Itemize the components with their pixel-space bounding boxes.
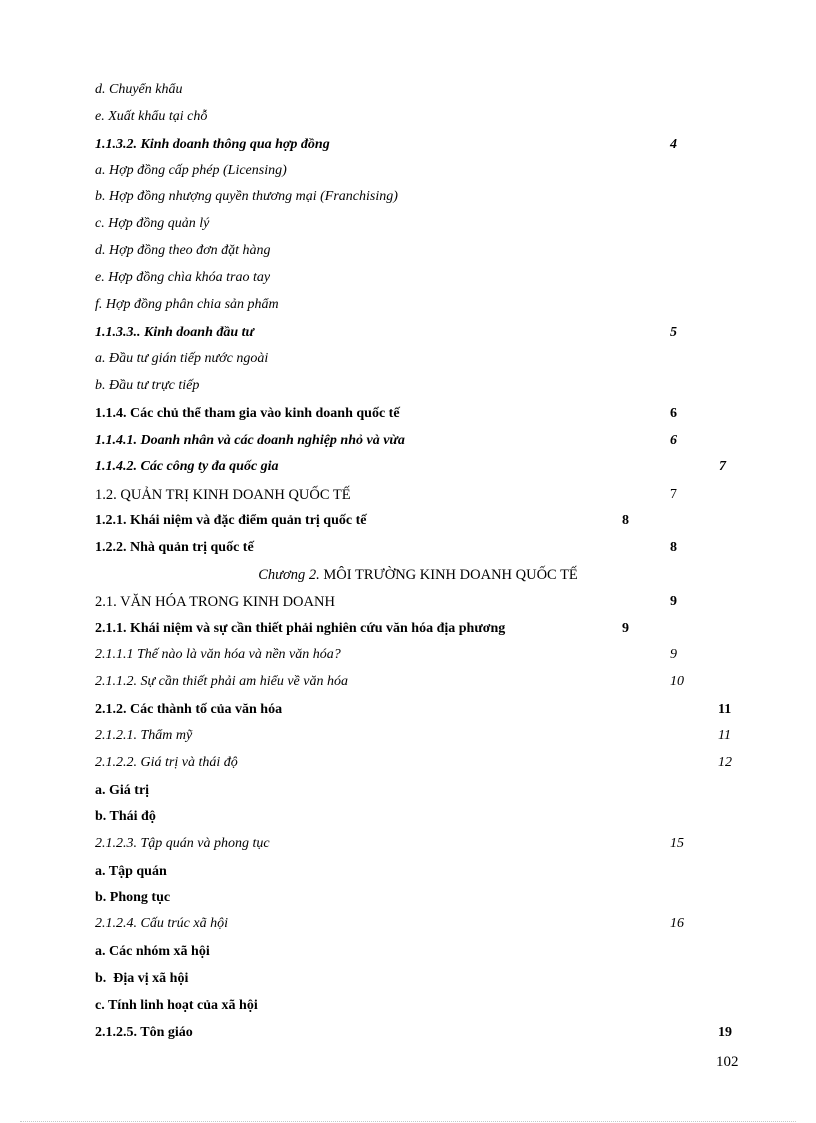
toc-entry: b. Địa vị xã hội [95,971,189,986]
toc-entry: 2.1.2.2. Giá trị và thái độ [95,755,238,770]
toc-page-number: 9 [670,647,677,662]
toc-entry: 2.1.2.3. Tập quán và phong tục [95,836,270,851]
toc-entry: 2.1. VĂN HÓA TRONG KINH DOANH [95,594,335,610]
toc-entry: a. Tập quán [95,864,167,879]
toc-entry: 1.1.4.2. Các công ty đa quốc gia [95,459,279,474]
page-bottom-divider [20,1121,796,1122]
toc-page-number: 15 [670,836,684,851]
toc-page-number: 4 [670,137,677,152]
toc-entry: 2.1.1. Khái niệm và sự cần thiết phải nghiên cứu văn hóa địa phương [95,621,506,636]
toc-page-number: 11 [718,702,732,717]
toc-page-number: 8 [670,540,677,555]
toc-page-number: 12 [718,755,732,770]
toc-entry: a. Đầu tư gián tiếp nước ngoài [95,351,269,366]
page-number: 102 [716,1054,739,1070]
toc-entry: f. Hợp đồng phân chia sản phẩm [95,297,279,312]
toc-page-number: 9 [622,621,629,636]
toc-entry: 2.1.1.2. Sự cần thiết phải am hiểu về văn hóa [95,674,348,689]
toc-entry: a. Hợp đồng cấp phép (Licensing) [95,163,287,178]
toc-entry: b. Hợp đồng nhượng quyền thương mại (Franchising) [95,189,398,204]
toc-entry: 2.1.2.5. Tôn giáo [95,1025,193,1040]
toc-entry: d. Hợp đồng theo đơn đặt hàng [95,243,271,258]
toc-entry: c. Tính linh hoạt của xã hội [95,998,258,1013]
toc-entry: 1.1.4. Các chủ thể tham gia vào kinh doanh quốc tế [95,406,400,421]
toc-page-number: 7 [670,487,677,502]
toc-entry: 1.1.4.1. Doanh nhân và các doanh nghiệp nhỏ và vừa [95,433,405,448]
toc-entry: 1.2. QUẢN TRỊ KINH DOANH QUỐC TẾ [95,487,351,503]
toc-entry: b. Phong tục [95,890,171,905]
toc-entry: c. Hợp đồng quản lý [95,216,210,231]
toc-entry: d. Chuyển khẩu [95,82,183,97]
toc-page-number: 7 [719,459,726,474]
chapter-heading: Chương 2. MÔI TRƯỜNG KINH DOANH QUỐC TẾ [258,567,578,583]
toc-entry: a. Giá trị [95,783,150,798]
toc-entry: 2.1.2. Các thành tố của văn hóa [95,702,283,717]
toc-entry: 2.1.1.1 Thế nào là văn hóa và nền văn hóa? [95,647,341,662]
toc-page-number: 8 [622,513,629,528]
toc-page-number: 9 [670,594,677,609]
toc-page-number: 16 [670,916,684,931]
toc-entry: 1.1.3.2. Kinh doanh thông qua hợp đồng [95,137,330,152]
toc-entry: a. Các nhóm xã hội [95,944,210,959]
toc-page-number: 5 [670,325,677,340]
toc-entry: 1.2.1. Khái niệm và đặc điểm quản trị quốc tế [95,513,367,528]
toc-entry: 1.1.3.3.. Kinh doanh đầu tư [95,325,254,340]
toc-entry: 1.2.2. Nhà quản trị quốc tế [95,540,254,555]
toc-entry: b. Đầu tư trực tiếp [95,378,200,393]
toc-page-number: 10 [670,674,684,689]
toc-entry: b. Thái độ [95,809,156,824]
toc-entry: 2.1.2.1. Thẩm mỹ [95,728,193,743]
toc-page-number: 11 [718,728,731,743]
toc-page-number: 6 [670,433,677,448]
toc-page-number: 19 [718,1025,732,1040]
toc-page-number: 6 [670,406,677,421]
toc-entry: 2.1.2.4. Cấu trúc xã hội [95,916,228,931]
toc-entry: e. Hợp đồng chìa khóa trao tay [95,270,271,285]
toc-entry: e. Xuất khẩu tại chỗ [95,109,208,124]
